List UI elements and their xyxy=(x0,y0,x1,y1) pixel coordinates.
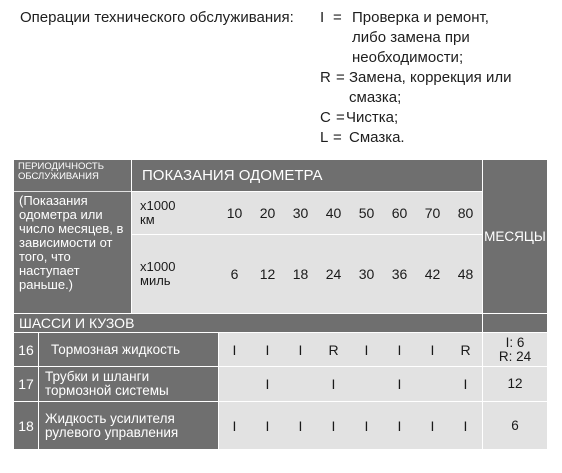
maintenance-mark: I xyxy=(232,417,237,434)
legend-text-r-2: смазка; xyxy=(349,89,402,106)
periodicity-label: ПЕРИОДИЧНОСТЬ ОБСЛУЖИВАНИЯ xyxy=(14,160,131,191)
maintenance-mark: I xyxy=(265,341,270,358)
legend-title: Операции технического обслуживания: xyxy=(20,9,294,26)
legend-text-l-1: Смазка. xyxy=(349,129,405,146)
legend-text-r-1: Замена, коррекция или xyxy=(349,69,512,86)
mile-value: 18 xyxy=(292,266,309,282)
maintenance-mark xyxy=(350,367,383,401)
row-marks xyxy=(218,333,482,366)
legend-text-i-1: Проверка и ремонт, xyxy=(352,9,489,26)
legend-eq-c: = xyxy=(336,109,345,126)
row-marks xyxy=(218,367,482,401)
maintenance-mark: I xyxy=(331,376,336,392)
mile-value: 42 xyxy=(424,266,441,282)
legend-eq-l: = xyxy=(333,129,342,146)
mile-value: 48 xyxy=(457,266,474,282)
km-unit-label xyxy=(132,192,218,234)
mile-value: 6 xyxy=(230,266,239,282)
grid-line xyxy=(218,333,219,449)
section-title: ШАССИ И КУЗОВ xyxy=(14,314,547,332)
grid-line xyxy=(14,332,547,333)
legend-key-c: C xyxy=(320,109,331,126)
odometer-side-note: (Показания одометра или число месяцев, в зависимости от того, что наступает раньше.) xyxy=(14,192,131,313)
km-value: 80 xyxy=(457,205,474,221)
row-name: Трубки и шланги тормозной системы xyxy=(39,367,218,401)
maintenance-mark: I xyxy=(463,376,468,392)
mile-values-row xyxy=(218,235,482,313)
maintenance-mark: I xyxy=(265,376,270,392)
months-line: 6 xyxy=(511,417,519,433)
row-marks xyxy=(218,402,482,449)
grid-line xyxy=(132,191,482,192)
mile-value: 36 xyxy=(391,266,408,282)
km-value: 60 xyxy=(391,205,408,221)
km-value: 40 xyxy=(325,205,342,221)
maintenance-mark: I xyxy=(364,341,369,358)
maintenance-mark: I xyxy=(298,341,303,358)
km-unit-line-1: x1000 xyxy=(140,198,176,213)
legend-eq-i: = xyxy=(333,9,342,26)
maintenance-mark: I xyxy=(430,341,435,358)
miles-unit-label xyxy=(132,235,218,313)
row-number: 17 xyxy=(14,367,38,401)
maintenance-mark: R xyxy=(328,341,339,358)
km-value: 50 xyxy=(358,205,375,221)
months-line: I: 6 xyxy=(505,334,525,350)
row-number: 16 xyxy=(14,333,38,366)
km-value: 10 xyxy=(226,205,243,221)
row-months xyxy=(483,402,547,449)
mile-value: 30 xyxy=(358,266,375,282)
grid-line xyxy=(14,313,547,314)
grid-line xyxy=(14,401,547,402)
miles-unit-line-1: x1000 xyxy=(140,259,176,274)
maintenance-mark xyxy=(416,367,449,401)
maintenance-mark: I xyxy=(397,341,402,358)
grid-line xyxy=(482,160,483,449)
maintenance-mark: I xyxy=(331,417,336,434)
maintenance-mark: I xyxy=(364,417,369,434)
grid-line xyxy=(131,160,132,314)
maintenance-mark: I xyxy=(463,417,468,434)
row-months xyxy=(483,333,547,366)
legend-text-c-1: Чистка; xyxy=(346,109,399,126)
months-line: R: 24 xyxy=(498,348,532,364)
legend-text-i-3: необходимости; xyxy=(352,49,464,66)
km-value: 20 xyxy=(259,205,276,221)
odometer-header: ПОКАЗАНИЯ ОДОМЕТРА xyxy=(132,160,482,191)
maintenance-mark: I xyxy=(397,376,402,392)
grid-line xyxy=(14,366,547,367)
maintenance-mark: I xyxy=(232,341,237,358)
months-header: МЕСЯЦЫ xyxy=(483,160,547,313)
legend-text-i-2: либо замена при xyxy=(352,29,470,46)
maintenance-mark: I xyxy=(397,417,402,434)
maintenance-table xyxy=(14,160,547,449)
mile-value: 12 xyxy=(259,266,276,282)
maintenance-mark xyxy=(218,367,251,401)
miles-unit-line-2: миль xyxy=(140,273,171,288)
row-months xyxy=(483,367,547,401)
months-line: 12 xyxy=(507,376,523,391)
row-number: 18 xyxy=(14,402,38,449)
mile-value: 24 xyxy=(325,266,342,282)
legend-eq-r: = xyxy=(336,69,345,86)
maintenance-mark: I xyxy=(430,417,435,434)
grid-line xyxy=(38,333,39,449)
km-unit-line-2: км xyxy=(140,212,155,227)
km-value: 30 xyxy=(292,205,309,221)
legend-key-r: R xyxy=(320,69,331,86)
km-values-row xyxy=(218,192,482,234)
grid-line xyxy=(132,234,482,235)
maintenance-mark: R xyxy=(460,341,471,358)
row-name: Тормозная жидкость xyxy=(39,333,218,366)
maintenance-mark xyxy=(284,367,317,401)
maintenance-mark: I xyxy=(298,417,303,434)
km-value: 70 xyxy=(424,205,441,221)
legend-list xyxy=(0,0,562,150)
maintenance-mark: I xyxy=(265,417,270,434)
row-name: Жидкость усилителя рулевого управления xyxy=(39,402,218,449)
legend-key-l: L xyxy=(320,129,329,146)
legend-key-i: I xyxy=(320,9,325,26)
